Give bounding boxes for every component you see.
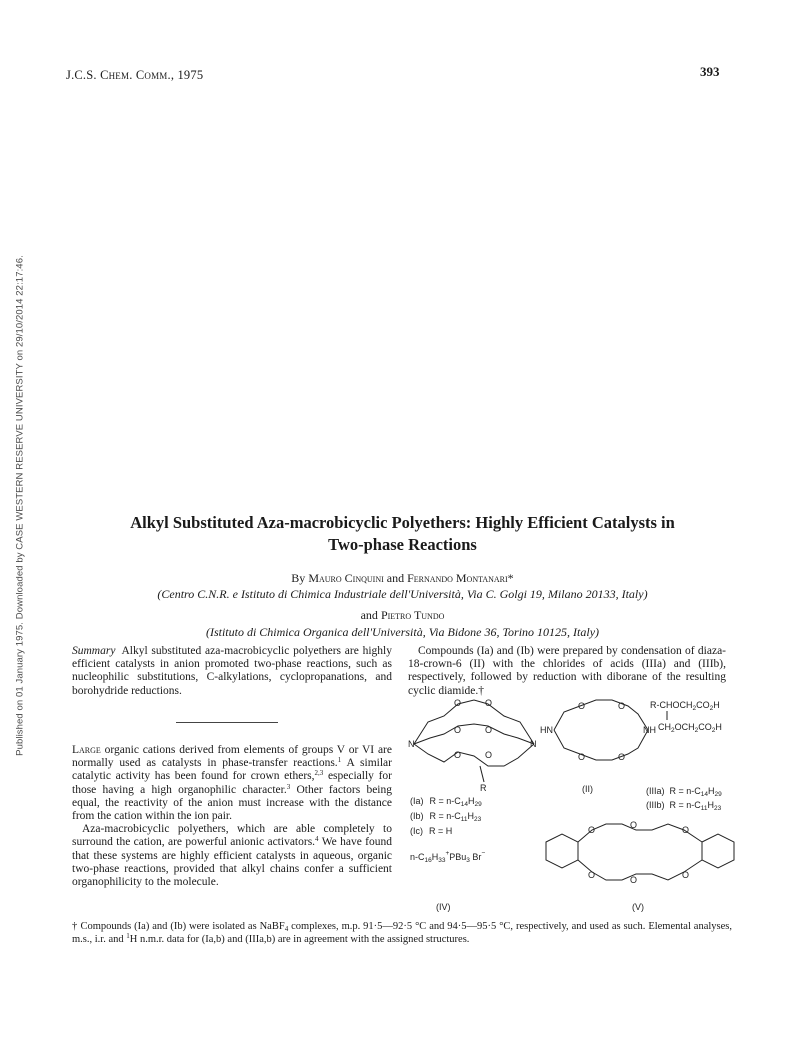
footnote-text-b: complexes, m.p. 91·5—92·5 °C and 94·5—95·5 °C, respectively, and used as such. Elemental analyses, m.s., i.r. and [72,921,733,945]
paragraph-right-1: Compounds (Ia) and (Ib) were prepared by condensation of diaza-18-crown-6 (II) with the chlorides of acids (IIIa) and (IIIb), respectively, followed by reduction with diborane of the resulting cyclic diamide.† [408,645,726,697]
title-line-2: Two-phase Reactions [328,535,477,554]
journal-header [66,68,203,83]
structure-II [554,700,648,760]
p2-text-a: Aza-macrobicyclic polyethers, which are able completely to surround the cation, are powerful anionic activators. [72,823,392,849]
atom-O-8: O [618,701,626,711]
author-line-1 [60,571,745,586]
label-IIIb: (IIIb) $R = n-C_{11}H_{23}$ [646,800,722,812]
journal-prefix: J.C.S. [66,68,97,82]
atom-O-9: O [578,752,586,762]
label-II: (II) [582,784,593,794]
author-line-2 [60,608,745,623]
summary-lead: Summary [72,645,116,657]
page-number: 393 [700,64,720,79]
atom-O-10: O [618,752,626,762]
paragraph-2 [72,823,392,889]
body-left-column [72,744,392,889]
atom-O-2: O [485,698,493,708]
atom-NH: NH [643,725,656,735]
label-IIIa: (IIIa) $R = n-C_{14}H_{29}$ [646,786,722,798]
summary-block [72,645,392,698]
p1-text-b: A similar catalytic activity has been found for crown ethers, [72,757,392,783]
author-cinquini: Mauro Cinquini [308,571,384,585]
ref-4: 4 [315,835,319,844]
summary-text: Alkyl substituted aza-macrobicyclic polyethers are highly efficient catalysts in anion promoted two-phase reactions, such as nucleophilic substitutions, C-alkylations, cyclopropanations, and borohydride reductions. [72,645,392,697]
author-tundo: Pietro Tundo [380,608,445,622]
p1-text-a: organic cations derived from elements of groups V or VI are normally used as catalysts in phase-transfer reactions. [72,744,392,770]
footnote-text-c: H n.m.r. data for (Ia,b) and (IIIa,b) are in agreement with the assigned structures. [129,933,470,945]
paragraph-1 [72,744,392,823]
and-label: and [383,571,408,585]
ref-3: 3 [286,782,291,791]
atom-N-left: N [408,739,415,749]
atom-O-12: O [630,820,638,830]
label-V: (V) [632,902,644,912]
footnote-text-a: † Compounds (Ia) and (Ib) were isolated as NaBF [72,921,285,932]
atom-O-4: O [485,725,493,735]
affiliation-torino: (Istituto di Chimica Organica dell'Università, Via Bidone 36, Torino 10125, Italy) [205,625,600,639]
atom-O-6: O [485,750,493,760]
affiliation-2 [60,625,745,640]
atom-O-11: O [588,825,596,835]
footnote-sup: 1 [126,931,130,940]
atom-O-14: O [588,870,596,880]
structure-IV: $n-C_{16}H_{33}^+PBu_3$ Br− [410,850,486,864]
atom-O-16: O [682,870,690,880]
label-Ic: (Ic) R = H [410,826,453,836]
atom-O-5: O [454,750,462,760]
structure-III-top: $R-CHOCH_2CO_2H$ [650,700,720,712]
label-Ib: (Ib) $R = n-C_{11}H_{23}$ [410,811,482,823]
drop-lead: Large [72,744,101,756]
footnote [72,921,732,946]
atom-O-13: O [682,825,690,835]
p2-text-b: We have found that these systems are highly efficient catalysts in aqueous, organic two-phase reactions, provided that alkyl chains confer a sufficient organophilicity to the molecule. [72,836,392,889]
download-watermark: Published on 01 January 1975. Downloaded by CASE WESTERN RESERVE UNIVERSITY on 29/10/2014 22:17:46. [14,255,26,756]
structure-I [414,700,534,782]
atom-R: R [480,783,487,793]
atom-N-right: N [530,739,537,749]
atom-O-15: O [630,875,638,885]
atom-HN: HN [540,725,553,735]
by-label: By [291,571,309,585]
ref-1: 1 [337,756,342,765]
affiliation-1 [60,587,745,602]
author-montanari: Fernando Montanari* [407,571,514,585]
separator-rule [176,722,278,723]
ref-2: 2,3 [314,769,324,778]
chemical-structures-figure [400,690,740,915]
p1-text-d: Other factors being equal, the reactivity of the anion must increase with the distance from the cation within the ion pair. [72,783,392,823]
journal-name: Chem. Comm. [100,68,171,82]
atom-O-7: O [578,701,586,711]
structure-V [546,824,734,880]
atom-O-3: O [454,725,462,735]
and-label-2: and [360,608,381,622]
atom-O-1: O [454,698,462,708]
article-title [60,512,745,556]
label-IV: (IV) [436,902,451,912]
p1-text-c: especially for those having a high organophilic character. [72,770,392,796]
footnote-sub: 4 [284,925,289,933]
label-Ia: (Ia) $R = n-C_{14}H_{29}$ [410,796,482,808]
structure-III-bottom: $CH_2OCH_2CO_2H$ [658,722,722,734]
journal-year: , 1975 [170,68,204,82]
affiliation-milano: (Centro C.N.R. e Istituto di Chimica Industriale dell'Università, Via C. Golgi 19, Milano 20133, Italy) [157,587,648,601]
title-line-1: Alkyl Substituted Aza-macrobicyclic Polyethers: Highly Efficient Catalysts in [130,513,675,532]
